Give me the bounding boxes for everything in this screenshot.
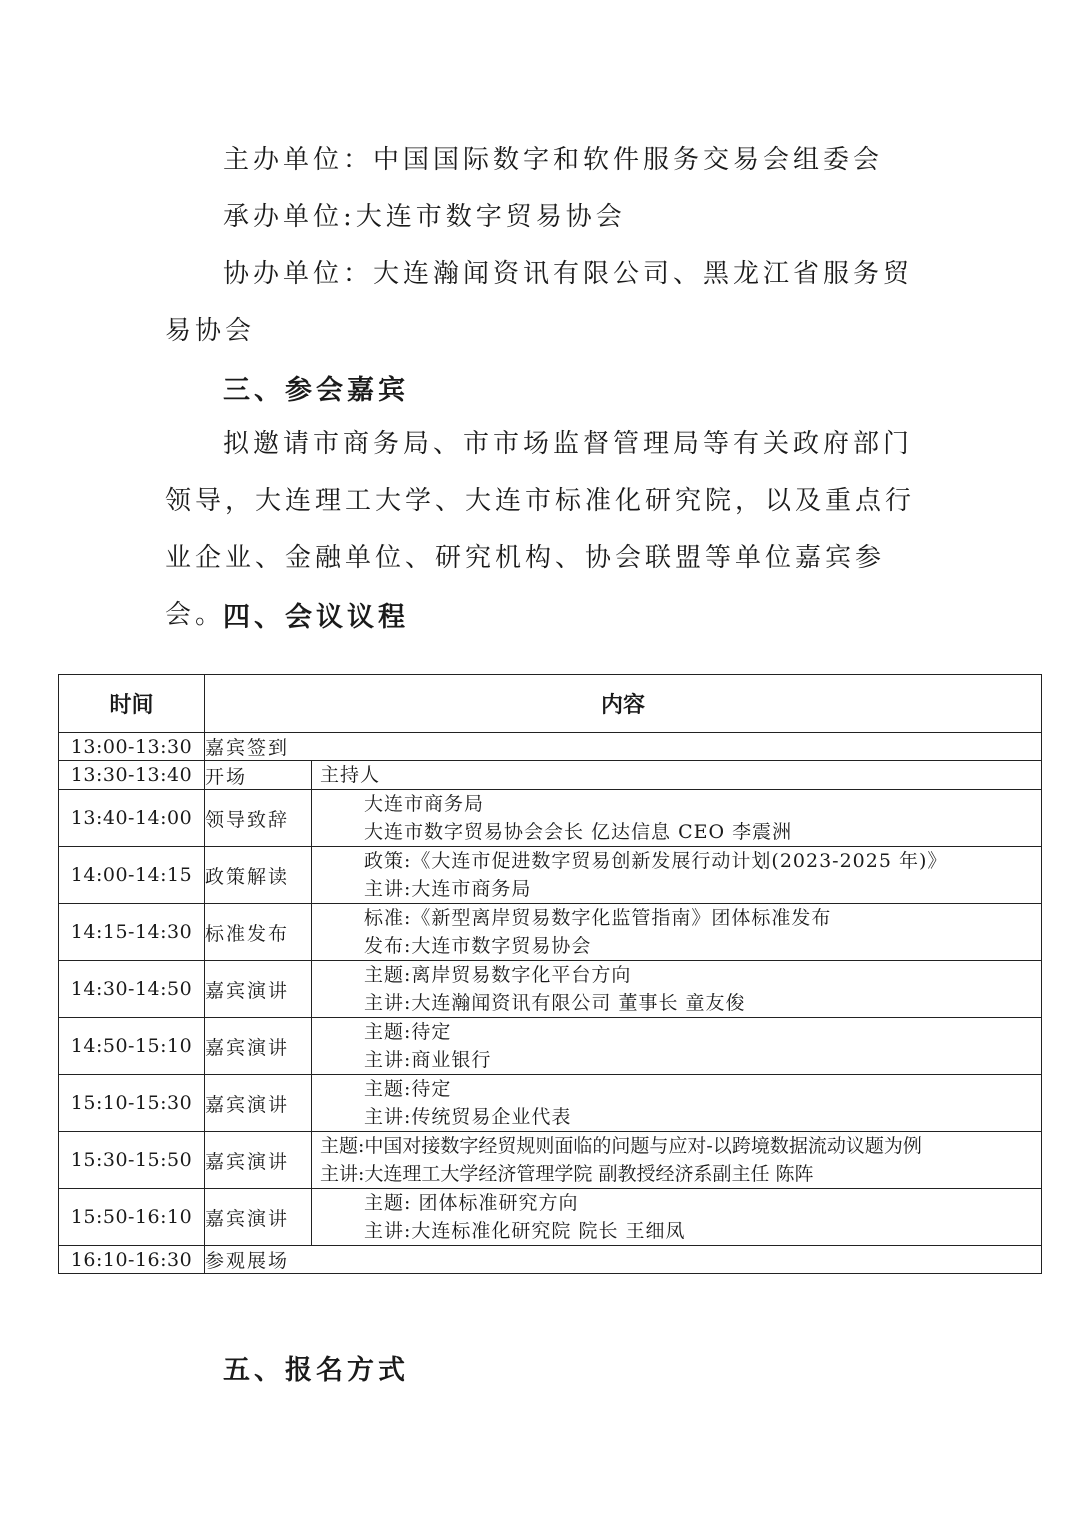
table-row	[59, 1189, 1042, 1246]
time-cell: 14:30-14:50	[59, 961, 205, 1018]
session-label: 标准发布	[205, 904, 312, 961]
agenda-table	[58, 674, 1042, 1274]
session-content	[312, 904, 1042, 961]
time-cell: 13:00-13:30	[59, 733, 205, 761]
time-cell: 14:00-14:15	[59, 847, 205, 904]
session-label: 嘉宾演讲	[205, 1132, 312, 1189]
content-line: 主题:离岸贸易数字化平台方向	[364, 964, 632, 986]
session-content	[312, 761, 1042, 790]
time-cell: 15:50-16:10	[59, 1189, 205, 1246]
content-line: 主持人	[320, 764, 381, 786]
session-content	[312, 847, 1042, 904]
session-content	[312, 1189, 1042, 1246]
content-line: 主讲:商业银行	[364, 1049, 492, 1071]
organizer-unit: 承办单位:大连市数字贸易协会	[223, 202, 626, 232]
time-cell: 14:50-15:10	[59, 1018, 205, 1075]
time-cell: 15:30-15:50	[59, 1132, 205, 1189]
session-label: 政策解读	[205, 847, 312, 904]
co-organizer-unit: 协办单位：大连瀚闻资讯有限公司、黑龙江省服务贸易协会	[165, 259, 914, 346]
session-content	[312, 961, 1042, 1018]
table-row	[59, 761, 1042, 790]
content-line: 主题: 团体标准研究方向	[364, 1192, 579, 1214]
content-line: 主题:待定	[364, 1078, 452, 1100]
agenda-header-row	[59, 675, 1042, 733]
content-line: 主讲:大连标准化研究院 院长 王细凤	[364, 1220, 686, 1242]
signup-heading: 五、报名方式	[223, 1355, 409, 1386]
session-label: 嘉宾演讲	[205, 1075, 312, 1132]
content-line: 主讲:大连理工大学经济管理学院 副教授经济系副主任 陈阵	[320, 1163, 814, 1185]
content-line: 主讲:大连市商务局	[364, 878, 532, 900]
content-line: 标准:《新型离岸贸易数字化监管指南》团体标准发布	[364, 907, 832, 929]
session-label: 嘉宾签到	[205, 733, 1042, 761]
header-content: 内容	[205, 675, 1042, 733]
table-row	[59, 1246, 1042, 1274]
guests-paragraph: 拟邀请市商务局、市市场监督管理局等有关政府部门领导，大连理工大学、大连市标准化研究院，以及重点行业企业、金融单位、研究机构、协会联盟等单位嘉宾参会。	[165, 429, 916, 630]
content-line: 大连市商务局	[364, 793, 485, 815]
content-line: 主题:待定	[364, 1021, 452, 1043]
time-cell: 14:15-14:30	[59, 904, 205, 961]
session-content	[312, 1018, 1042, 1075]
guests-heading: 三、参会嘉宾	[223, 375, 409, 406]
session-content	[312, 790, 1042, 847]
session-content	[312, 1075, 1042, 1132]
content-line: 主题:中国对接数字经贸规则面临的问题与应对-以跨境数据流动议题为例	[320, 1135, 922, 1157]
session-label: 开场	[205, 761, 312, 790]
table-row	[59, 1018, 1042, 1075]
table-row	[59, 733, 1042, 761]
table-row	[59, 904, 1042, 961]
table-row	[59, 1075, 1042, 1132]
table-row	[59, 1132, 1042, 1189]
table-row	[59, 847, 1042, 904]
header-time: 时间	[59, 675, 205, 733]
time-cell: 16:10-16:30	[59, 1246, 205, 1274]
content-line: 主讲:传统贸易企业代表	[364, 1106, 572, 1128]
content-line: 政策:《大连市促进数字贸易创新发展行动计划(2023-2025 年)》	[364, 850, 948, 872]
table-row	[59, 961, 1042, 1018]
session-label: 领导致辞	[205, 790, 312, 847]
table-row	[59, 790, 1042, 847]
content-line: 主讲:大连瀚闻资讯有限公司 董事长 童友俊	[364, 992, 746, 1014]
session-label: 嘉宾演讲	[205, 1018, 312, 1075]
host-unit: 主办单位：中国国际数字和软件服务交易会组委会	[223, 145, 884, 175]
content-line: 大连市数字贸易协会会长 亿达信息 CEO 李震洲	[364, 821, 793, 843]
session-label: 参观展场	[205, 1246, 1042, 1274]
session-content	[312, 1132, 1042, 1189]
time-cell: 13:30-13:40	[59, 761, 205, 790]
content-line: 发布:大连市数字贸易协会	[364, 935, 592, 957]
time-cell: 15:10-15:30	[59, 1075, 205, 1132]
session-label: 嘉宾演讲	[205, 961, 312, 1018]
time-cell: 13:40-14:00	[59, 790, 205, 847]
session-label: 嘉宾演讲	[205, 1189, 312, 1246]
agenda-heading: 四、会议议程	[223, 602, 409, 633]
